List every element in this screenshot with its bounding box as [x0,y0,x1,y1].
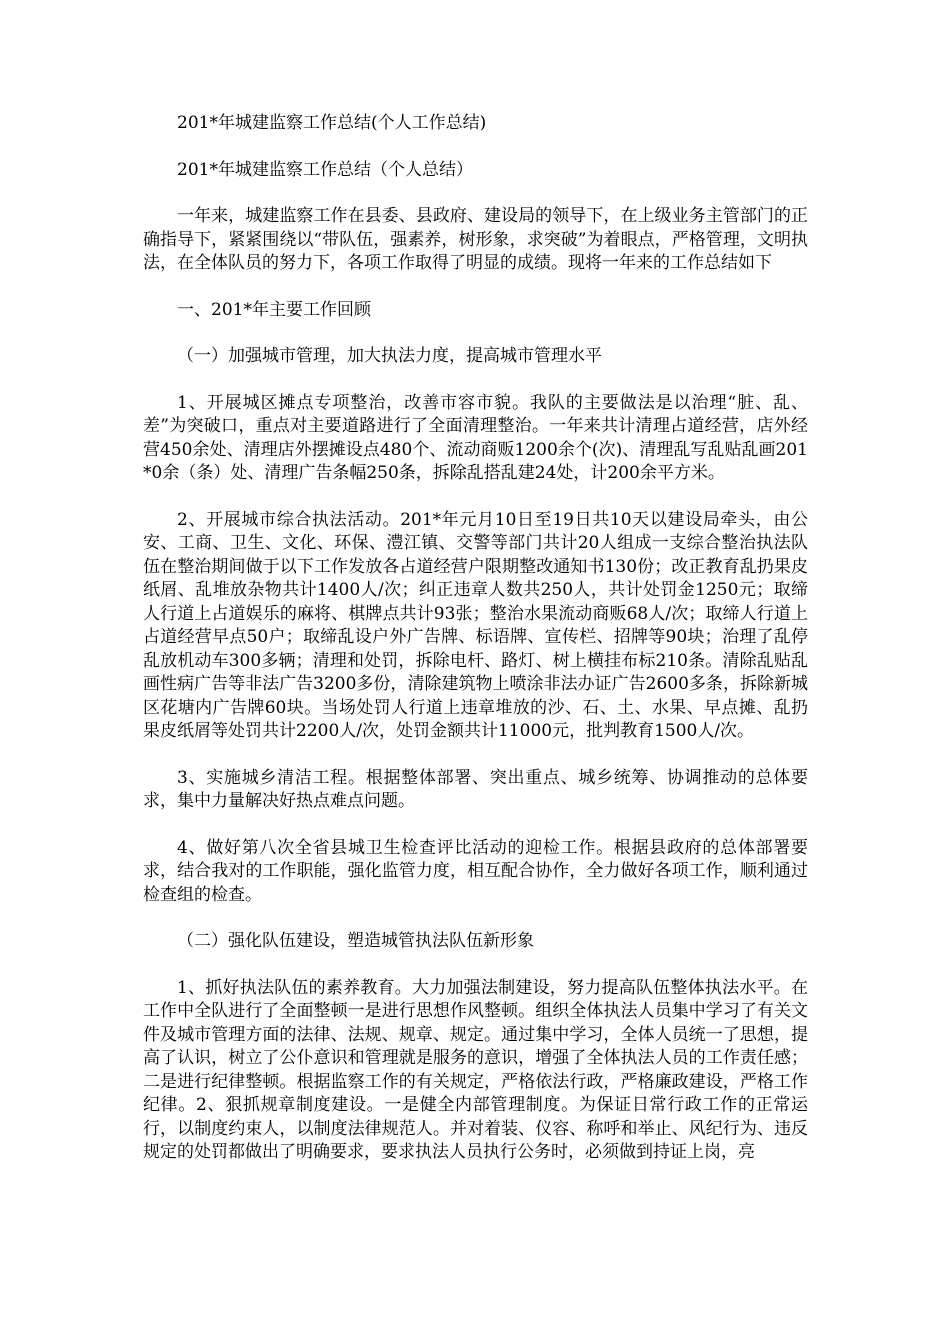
section-heading-1: 一、201*年主要工作回顾 [177,299,371,320]
paragraph-item-3: 3、实施城乡清洁工程。根据整体部署、突出重点、城乡统筹、协调推动的总体要求，集中力量解决好热点难点问题。 [143,767,808,811]
paragraph-item-2: 2、开展城市综合执法活动。201*年元月10日至19日共10天以建设局牵头，由公安、工商、卫生、文化、环保、澧江镇、交警等部门共计20人组成一支综合整治执法队伍在整治期间做于以下工作发放各占道经营户限期整改通知书130份；改正教育乱扔果皮纸屑、乱堆放杂物共计1400人/次；纠正违章人数共250人，共计处罚金1250元；取缔人行道上占道娱乐的麻将、棋牌点共计93张；整治水果流动商贩68人/次；取缔人行道上占道经营早点50户；取缔乱设户外广告牌、标语牌、宣传栏、招牌等90块；治理了乱停乱放机动车300多辆；清理和处罚，拆除电杆、路灯、树上横挂布标210条。清除乱贴乱画性病广告等非法广告3200多份，清除建筑物上喷涂非法办证广告2600多条，拆除新城区花塘内广告牌60块。当场处罚人行道上违章堆放的沙、石、土、水果、早点摊、乱扔果皮纸屑等处罚共计2200人/次，处罚金额共计11000元，批判教育1500人/次。 [143,509,808,741]
subsection-heading-2: （二）强化队伍建设，塑造城管执法队伍新形象 [177,931,534,951]
document-subtitle: 201*年城建监察工作总结（个人总结） [177,159,473,180]
intro-paragraph: 一年来，城建监察工作在县委、县政府、建设局的领导下，在上级业务主管部门的正确指导下，紧紧围绕以“带队伍，强素养，树形象，求突破”为着眼点，严格管理，文明执法，在全体队员的努力下，各项工作取得了明显的成绩。现将一年来的工作总结如下 [143,206,808,273]
document-title: 201*年城建监察工作总结(个人工作总结) [177,113,487,133]
document-body [143,112,808,1188]
subsection-heading-1: （一）加强城市管理，加大执法力度，提高城市管理水平 [177,346,602,366]
paragraph-item-1: 1、开展城区摊点专项整治，改善市容市貌。我队的主要做法是以治理“脏、乱、差”为突破口，重点对主要道路进行了全面清理整治。一年来共计清理占道经营，店外经营450余处、清理店外摆摊设点480个、流动商贩1200余个(次)、清理乱写乱贴乱画201*0余（条）处、清理广告条幅250条，拆除乱搭乱建24处，计200余平方米。 [143,392,808,483]
paragraph-item-5: 1、抓好执法队伍的素养教育。大力加强法制建设，努力提高队伍整体执法水平。在工作中全队进行了全面整顿一是进行思想作风整顿。组织全体执法人员集中学习了有关文件及城市管理方面的法律、法规、规章、规定。通过集中学习，全体人员统一了思想，提高了认识，树立了公仆意识和管理就是服务的意识，增强了全体执法人员的工作责任感；二是进行纪律整顿。根据监察工作的有关规定，严格依法行政，严格廉政建设，严格工作纪律。2、狠抓规章制度建设。一是健全内部管理制度。为保证日常行政工作的正常运行，以制度约束人，以制度法律规范人。并对着装、仪容、称呼和举止、风纪行为、违反规定的处罚都做出了明确要求，要求执法人员执行公务时，必须做到持证上岗，亮 [143,977,808,1162]
paragraph-item-4: 4、做好第八次全省县城卫生检查评比活动的迎检工作。根据县政府的总体部署要求，结合我对的工作职能，强化监管力度，相互配合协作，全力做好各项工作，顺利通过检查组的检查。 [143,837,808,905]
